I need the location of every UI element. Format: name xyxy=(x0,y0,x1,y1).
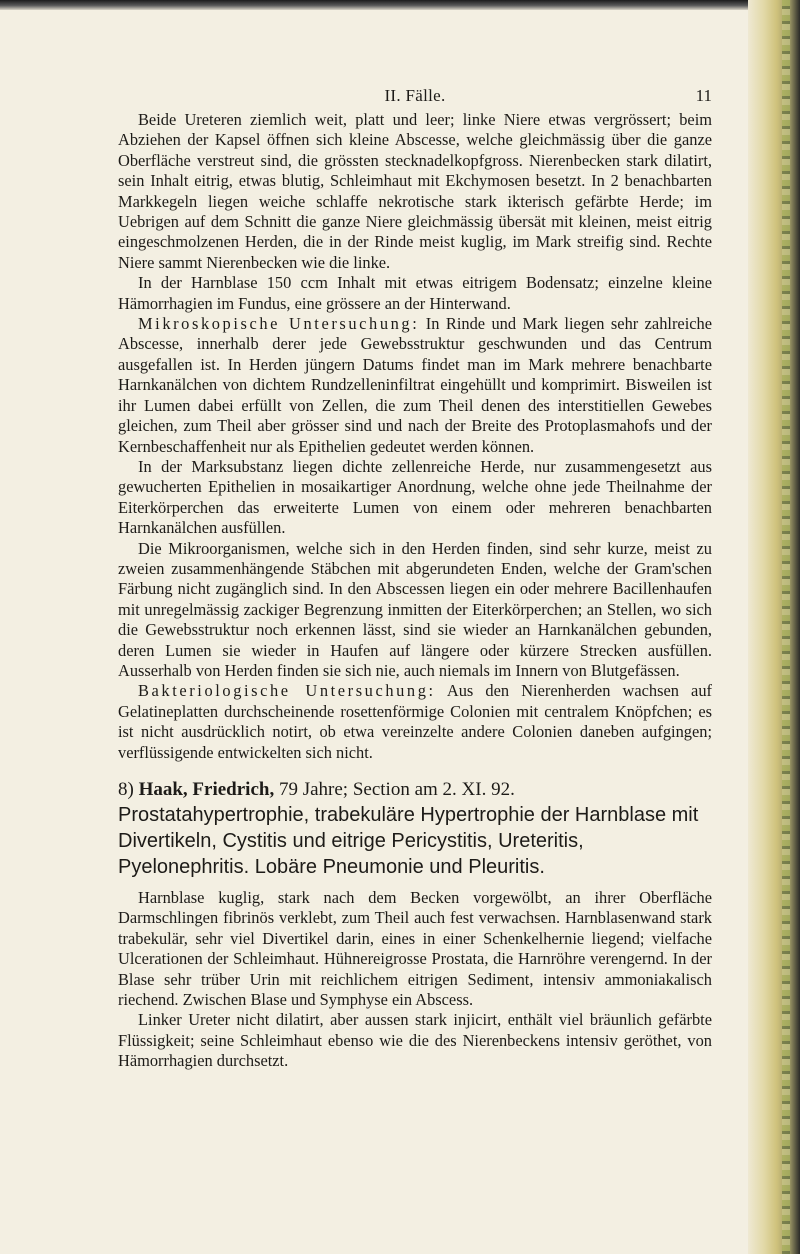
case-heading xyxy=(118,777,712,802)
micro-text: In Rinde und Mark liegen sehr zahlreiche Abscesse, innerhalb derer jede Gewebsstruktur geschwunden und das Centrum ausgefallen ist. In Herden jüngern Datums findet man im Mark mehrere benachbarte Harnkanälchen von dichtem Rundzelleninfiltrat eingehüllt und komprimirt. Bisweilen ist ihr Lumen dabei erfüllt von Zellen, die zum Theil denen des interstitiellen Gewebes gleichen, zum Theil aber grösser sind und nach der Breite des Protoplasmahofs und der Kernbeschaffenheit nur als Epithelien gedeutet werden können. xyxy=(118,314,712,456)
paragraph: Die Mikroorganismen, welche sich in den Herden finden, sind sehr kurze, meist zu zweien zusammenhängende Stäbchen mit abgerundeten Enden, welche der Gram'schen Färbung nicht zugänglich sind. In den Abscessen liegen ein oder mehrere Bacillenhaufen mit unregelmässig zackiger Begrenzung inmitten der Eiterkörperchen; an Stellen, wo sich die Gewebsstruktur noch erkennen lässt, sind sie wieder an Harnkanälchen gebunden, deren Lumen sie wieder in Haufen auf längere oder kürzere Strecken ausfüllen. Ausserhalb von Herden finden sie sich nie, auch niemals im Innern von Blutgefässen. xyxy=(118,538,712,680)
paragraph: Beide Ureteren ziemlich weit, platt und leer; linke Niere etwas vergrössert; beim Abziehen der Kapsel öffnen sich kleine Abscesse, welche gleichmässig über die ganze Oberfläche verstreut sind, die grössten stecknadelkopfgross. Nierenbecken stark dilatirt, sein Inhalt eitrig, etwas blutig, Schleimhaut mit Ekchymosen besetzt. In 2 benachbarten Markkegeln liegen weiche schlaffe nekrotische stark ikterisch gefärbte Herde; im Uebrigen auf dem Schnitt die ganze Niere gleichmässig übersät mit kleinen, meist eitrig eingeschmolzenen Herden, die in der Rinde meist kuglig, im Mark streifig sind. Rechte Niere sammt Nierenbecken wie die linke. xyxy=(118,110,712,272)
paragraph: Harnblase kuglig, stark nach dem Becken vorgewölbt, an ihrer Oberfläche Darmschlingen fibrinös verklebt, zum Theil auch fest verwachsen. Harnblasenwand stark trabekulär, sehr viel Divertikel darin, eines in einer Schenkelhernie liegend; vielfache Ulcerationen der Schleimhaut. Hühnereigrosse Prostata, die Harnröhre verengernd. In der Blase sehr trüber Urin mit reichlichem eitrigen Sediment, intensiv ammoniakalisch riechend. Zwischen Blase und Symphyse ein Abscess. xyxy=(118,888,712,1010)
case-number: 8) xyxy=(118,779,134,800)
page-number: 11 xyxy=(695,86,712,105)
section-label-micro: Mikroskopische Untersuchung: xyxy=(138,314,420,334)
page-body xyxy=(118,110,712,1072)
paragraph: In der Marksubstanz liegen dichte zellenreiche Herde, nur zusammengesetzt aus gewucherten Epithelien in mosaikartiger Anordnung, welche ohne jede Theilnahme der Eiterkörperchen das erweiterte Lumen von einem oder mehreren benachbarten Harnkanälchen ausfüllen. xyxy=(118,456,712,538)
section-label-bact: Bakteriologische Untersuchung: xyxy=(138,681,436,701)
book-page xyxy=(118,86,712,1072)
paragraph: Linker Ureter nicht dilatirt, aber aussen stark injicirt, enthält viel bräunlich gefärbte Flüssigkeit; seine Schleimhaut ebenso wie die des Nierenbeckens intensiv geröthet, von Hämorrhagien durchsetzt. xyxy=(118,1010,712,1071)
book-spine-edge xyxy=(748,0,800,1254)
case-details: 79 Jahre; Section am 2. XI. 92. xyxy=(274,779,515,800)
running-title: II. Fälle. xyxy=(384,86,446,105)
bact-text: Aus den Nierenherden wachsen auf Gelatineplatten durchscheinende rosettenförmige Colonien mit centralem Knöpfchen; es ist nicht ausdrücklich notirt, ob etwa vereinzelte andere Colonien daneben aufgingen; verflüssigende entwickelten sich nicht. xyxy=(118,681,712,762)
paragraph-bact xyxy=(118,681,712,763)
scan-top-edge xyxy=(0,0,800,10)
paragraph-micro xyxy=(118,314,712,457)
case-diagnosis: Prostatahypertrophie, trabekuläre Hypertrophie der Harnblase mit Divertikeln, Cystitis und eitrige Pericystitis, Ureteritis, Pyelonephritis. Lobäre Pneumonie und Pleuritis. xyxy=(118,804,699,878)
patient-name: Haak, Friedrich, xyxy=(138,779,275,800)
paragraph: In der Harnblase 150 ccm Inhalt mit etwas eitrigem Bodensatz; einzelne kleine Hämorrhagien im Fundus, eine grössere an der Hinterwand. xyxy=(118,273,712,313)
book-spine-binding xyxy=(782,0,790,1254)
page-header xyxy=(118,86,712,110)
case-block xyxy=(118,777,712,880)
